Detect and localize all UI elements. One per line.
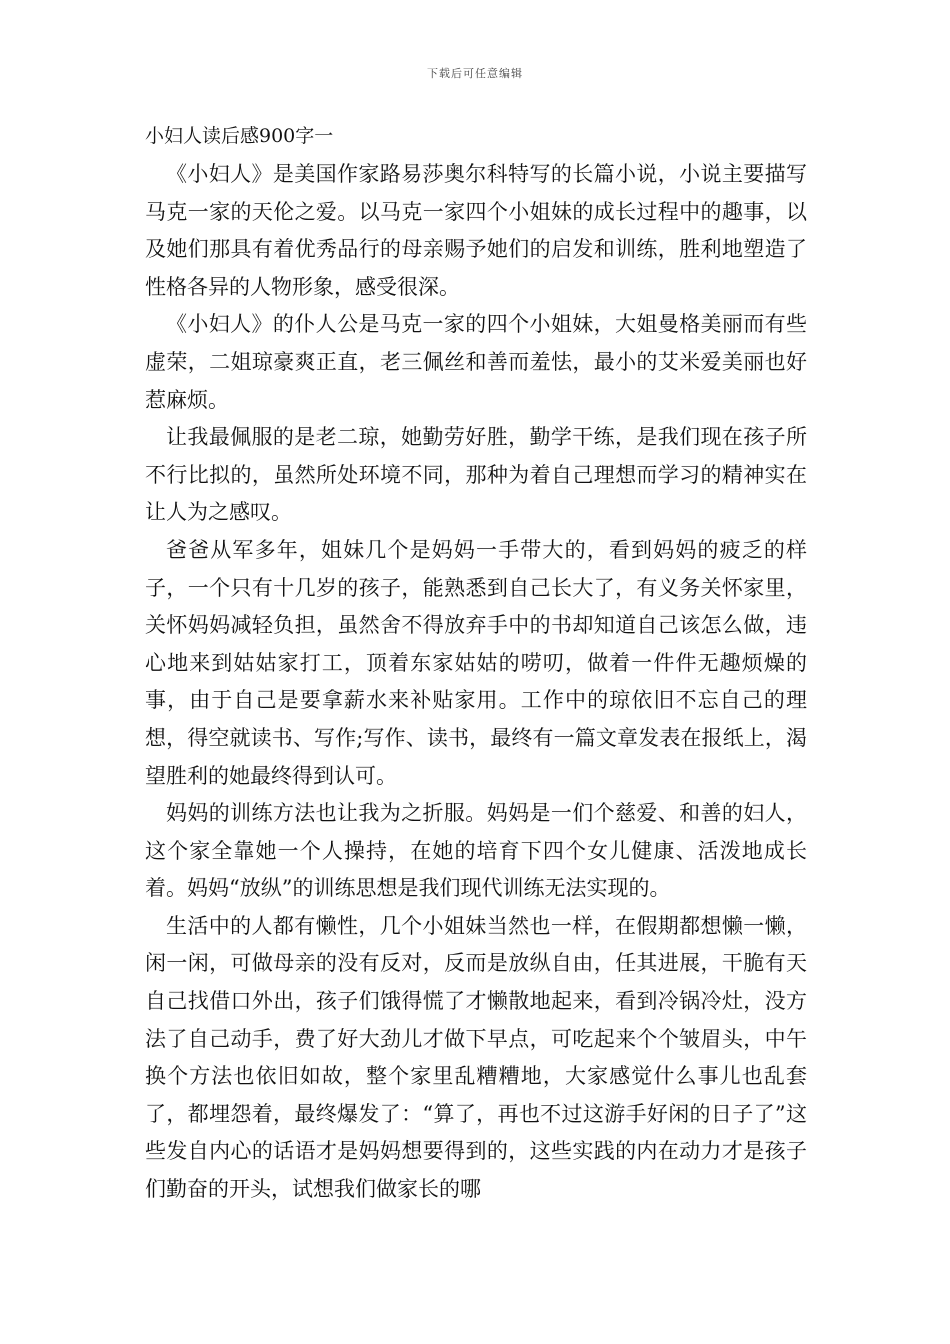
paragraph-5: 妈妈的训练方法也让我为之折服。妈妈是一们个慈爱、和善的妇人，这个家全靠她一个人操持，在她的培育下四个女儿健康、活泼地成长着。妈妈“放纵”的训练思想是我们现代训练无法实现的。	[145, 801, 807, 901]
paragraph-1: 《小妇人》是美国作家路易莎奥尔科特写的长篇小说，小说主要描写马克一家的天伦之爱。以马克一家四个小姐妹的成长过程中的趣事，以及她们那具有着优秀品行的母亲赐予她们的启发和训练，胜利地塑造了性格各异的人物形象，感受很深。	[145, 162, 807, 299]
page-header: 下载后可任意编辑	[427, 67, 523, 80]
document-body	[145, 156, 807, 1209]
paragraph-3: 让我最佩服的是老二琼，她勤劳好胜，勤学干练，是我们现在孩子所不行比拟的，虽然所处环境不同，那种为着自己理想而学习的精神实在让人为之感叹。	[145, 425, 807, 525]
document-title: 小妇人读后感900字一	[145, 125, 334, 147]
paragraph-2: 《小妇人》的仆人公是马克一家的四个小姐妹，大姐曼格美丽而有些虚荣，二姐琼豪爽正直，老三佩丝和善而羞怯，最小的艾米爱美丽也好惹麻烦。	[145, 312, 807, 412]
paragraph-6: 生活中的人都有懒性，几个小姐妹当然也一样，在假期都想懒一懒，闲一闲，可做母亲的没有反对，反而是放纵自由，任其进展，干脆有天自己找借口外出，孩子们饿得慌了才懒散地起来，看到冷锅冷灶，没方法了自己动手，费了好大劲儿才做下早点，可吃起来个个皱眉头，中午换个方法也依旧如故，整个家里乱糟糟地，大家感觉什么事儿也乱套了，都埋怨着，最终爆发了：“算了，再也不过这游手好闲的日子了”这些发自内心的话语才是妈妈想要得到的，这些实践的内在动力才是孩子们勤奋的开头，试想我们做家长的哪	[145, 913, 807, 1202]
paragraph-4: 爸爸从军多年，姐妹几个是妈妈一手带大的，看到妈妈的疲乏的样子，一个只有十几岁的孩子，能熟悉到自己长大了，有义务关怀家里，关怀妈妈减轻负担，虽然舍不得放弃手中的书却知道自己该怎么做，违心地来到姑姑家打工，顶着东家姑姑的唠叨，做着一件件无趣烦燥的事，由于自己是要拿薪水来补贴家用。工作中的琼依旧不忘自己的理想，得空就读书、写作;写作、读书，最终有一篇文章发表在报纸上，渴望胜利的她最终得到认可。	[145, 537, 807, 788]
